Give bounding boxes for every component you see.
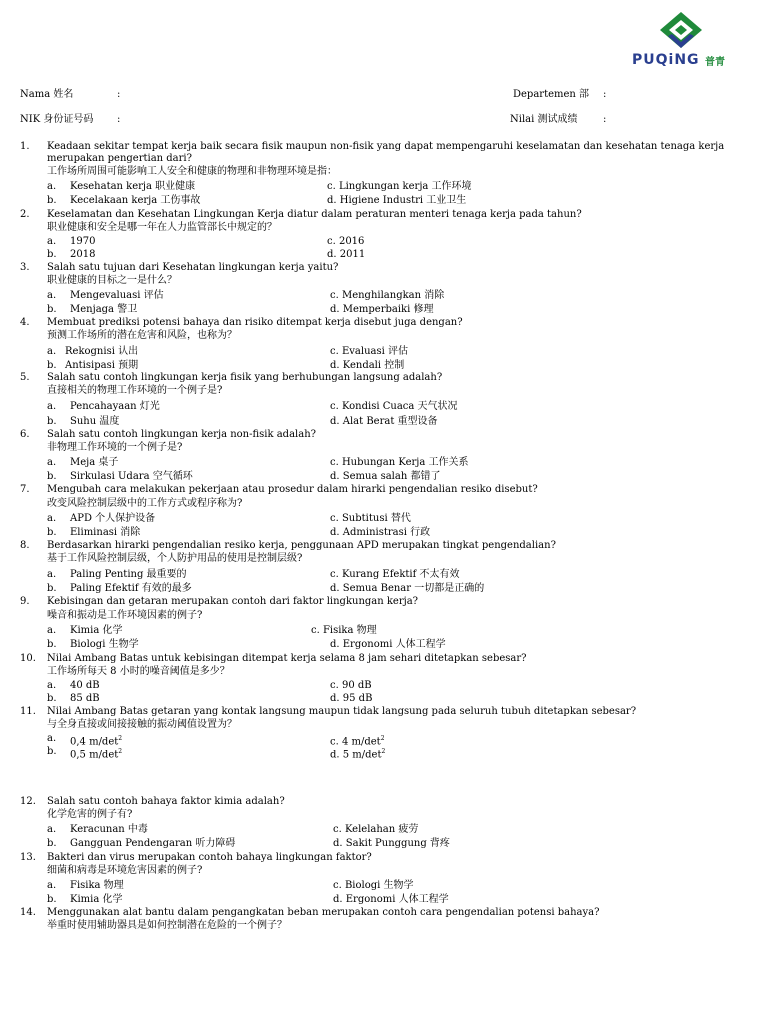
question-number: 10. (20, 653, 36, 664)
question-text: Menggunakan alat bantu dalam pengangkatan beban merupakan contoh cara pengendalian potensi bahaya? (47, 907, 600, 918)
option-text: d. Ergonomi 人体工程学 (333, 894, 449, 905)
option-letter: a. (47, 181, 57, 192)
option-letter: a. (47, 680, 57, 691)
option-text: c. Menghilangkan 消除 (330, 290, 445, 301)
question-text-cn: 非物理工作环境的一个例子是? (47, 442, 183, 453)
question-text: Nilai Ambang Batas untuk kebisingan ditempat kerja selama 8 jam sehari ditetapkan sebesar? (47, 653, 527, 664)
question-text: Salah satu tujuan dari Kesehatan lingkungan kerja yaitu? (47, 262, 339, 273)
option-text: Suhu 温度 (70, 416, 120, 427)
question-text: merupakan pengertian dari? (47, 153, 192, 164)
name-colon: : (117, 89, 121, 100)
option-letter: b. (47, 527, 57, 538)
option-text: c. Kelelahan 疲劳 (333, 824, 419, 835)
option-text: c. 90 dB (330, 680, 372, 691)
question-number: 12. (20, 796, 36, 807)
option-text: c. 4 $m/\det^2$ (330, 735, 385, 748)
logo-cn-text: 普青 (705, 57, 725, 68)
option-text: Kimia 化学 (70, 625, 123, 636)
option-text: APD 个人保护设备 (70, 513, 156, 524)
option-letter: a. (47, 569, 57, 580)
question-text: Keadaan sekitar tempat kerja baik secara fisik maupun non-fisik yang dapat mempengaruhi keselamatan dan kesehatan tenaga kerja (47, 141, 725, 152)
option-text: c. Subtitusi 替代 (330, 513, 411, 524)
option-text: d. Ergonomi 人体工程学 (330, 639, 446, 650)
question-number: 6. (20, 429, 30, 440)
option-letter: a. (47, 880, 57, 891)
option-letter: b. (47, 195, 57, 206)
option-letter: b. (47, 471, 57, 482)
question-number: 3. (20, 262, 30, 273)
option-text: d. Semua salah 都错了 (330, 471, 441, 482)
option-text: d. Alat Berat 重型设备 (330, 416, 438, 427)
name-label: Nama 姓名 (20, 89, 74, 100)
option-text: Eliminasi 消除 (70, 527, 141, 538)
option-text: c. Lingkungan kerja 工作环境 (327, 181, 472, 192)
option-letter: b. (47, 360, 57, 371)
question-text: Keselamatan dan Kesehatan Lingkungan Kerja diatur dalam peraturan menteri tenaga kerja pada tahun? (47, 209, 582, 220)
option-text: 1970 (70, 236, 96, 247)
question-number: 14. (20, 907, 36, 918)
option-letter: a. (47, 290, 57, 301)
question-number: 8. (20, 540, 30, 551)
question-text: Mengubah cara melakukan pekerjaan atau prosedur dalam hirarki pengendalian resiko disebut? (47, 484, 538, 495)
question-text: Bakteri dan virus merupakan contoh bahaya lingkungan faktor? (47, 852, 372, 863)
option-letter: b. (47, 583, 57, 594)
question-text: Kebisingan dan getaran merupakan contoh dari faktor lingkungan kerja? (47, 596, 419, 607)
option-text: c. Evaluasi 评估 (330, 346, 408, 357)
option-text: c. Kurang Efektif 不太有效 (330, 569, 460, 580)
option-text: 0,5 $m/\det^2$ (70, 748, 123, 761)
score-colon: : (603, 114, 607, 125)
option-letter: b. (47, 894, 57, 905)
question-number: 2. (20, 209, 30, 220)
option-text: 40 dB (70, 680, 100, 691)
department-label: Departemen 部 (513, 89, 590, 100)
question-text-cn: 基于工作风险控制层级，个人防护用品的使用是控制层级? (47, 553, 303, 564)
option-letter: b. (47, 746, 57, 757)
option-letter: b. (47, 639, 57, 650)
score-label: Nilai 测试成绩 (510, 114, 578, 125)
option-text: Keracunan 中毒 (70, 824, 148, 835)
option-text: Antisipasi 预期 (65, 360, 139, 371)
option-text: c. Biologi 生物学 (333, 880, 414, 891)
option-text: Kecelakaan kerja 工伤事故 (70, 195, 201, 206)
option-text: d. Kendali 控制 (330, 360, 405, 371)
option-text: Kimia 化学 (70, 894, 123, 905)
option-text: d. 2011 (327, 249, 366, 260)
question-text-cn: 工作场所周围可能影响工人安全和健康的物理和非物理环境是指： (47, 166, 337, 177)
option-text: Kesehatan kerja 职业健康 (70, 181, 196, 192)
question-text: Salah satu contoh lingkungan kerja fisik yang berhubungan langsung adalah? (47, 372, 443, 383)
question-number: 9. (20, 596, 30, 607)
option-letter: a. (47, 625, 57, 636)
question-number: 4. (20, 317, 30, 328)
nik-label: NIK 身份证号码 (20, 114, 94, 125)
option-letter: b. (47, 416, 57, 427)
option-text: d. Higiene Industri 工业卫生 (327, 195, 467, 206)
option-text: d. Sakit Punggung 背疼 (333, 838, 450, 849)
option-text: c. Kondisi Cuaca 天气状况 (330, 401, 458, 412)
question-text: Salah satu contoh lingkungan kerja non-fisik adalah? (47, 429, 317, 440)
question-text-cn: 职业健康和安全是哪一年在人力监管部长中规定的？ (47, 222, 277, 233)
question-text: Berdasarkan hirarki pengendalian resiko kerja, penggunaan APD merupakan tingkat pengendalian? (47, 540, 556, 551)
question-text-cn: 细菌和病毒是环境危害因素的例子? (47, 865, 203, 876)
question-number: 13. (20, 852, 36, 863)
question-text-cn: 举重时使用辅助器具是如何控制潜在危险的一个例子？ (47, 920, 287, 931)
option-text: c. Fisika 物理 (311, 625, 377, 636)
option-letter: b. (47, 304, 57, 315)
option-text: 0,4 $m/\det^2$ (70, 735, 123, 748)
question-text-cn: 工作场所每天 8 小时的噪音阈值是多少？ (47, 666, 230, 677)
option-text: d. 95 dB (330, 693, 373, 704)
option-text: d. 5 $m/\det^2$ (330, 748, 386, 761)
option-text: Paling Efektif 有效的最多 (70, 583, 192, 594)
department-colon: : (603, 89, 607, 100)
option-text: Paling Penting 最重要的 (70, 569, 187, 580)
option-text: 85 dB (70, 693, 100, 704)
question-text-cn: 职业健康的目标之一是什么？ (47, 275, 177, 286)
option-text: Pencahayaan 灯光 (70, 401, 160, 412)
puqing-logo-icon (656, 10, 706, 52)
option-letter: a. (47, 733, 57, 744)
question-text: Salah satu contoh bahaya faktor kimia adalah? (47, 796, 285, 807)
option-letter: a. (47, 513, 57, 524)
option-text: c. Hubungan Kerja 工作关系 (330, 457, 469, 468)
logo-wordmark: PUQiNG (632, 52, 700, 68)
question-text: Membuat prediksi potensi bahaya dan risiko ditempat kerja disebut juga dengan? (47, 317, 463, 328)
option-letter: b. (47, 693, 57, 704)
option-text: d. Semua Benar 一切都是正确的 (330, 583, 485, 594)
option-text: Gangguan Pendengaran 听力障碍 (70, 838, 236, 849)
question-text: Nilai Ambang Batas getaran yang kontak langsung maupun tidak langsung pada seluruh tubuh ditetapkan sebesar? (47, 706, 637, 717)
question-number: 1. (20, 141, 30, 152)
option-text: d. Memperbaiki 修理 (330, 304, 434, 315)
question-number: 7. (20, 484, 30, 495)
question-text-cn: 噪音和振动是工作环境因素的例子? (47, 610, 203, 621)
question-text-cn: 化学危害的例子有? (47, 809, 133, 820)
option-letter: a. (47, 346, 57, 357)
option-text: Rekognisi 认出 (65, 346, 139, 357)
option-letter: a. (47, 401, 57, 412)
option-text: d. Administrasi 行政 (330, 527, 431, 538)
option-letter: a. (47, 236, 57, 247)
option-text: Menjaga 警卫 (70, 304, 138, 315)
question-text-cn: 预测工作场所的潜在危害和风险，也称为？ (47, 330, 237, 341)
option-text: Fisika 物理 (70, 880, 124, 891)
nik-colon: : (117, 114, 121, 125)
option-letter: a. (47, 457, 57, 468)
question-number: 11. (20, 706, 36, 717)
option-text: c. 2016 (327, 236, 365, 247)
option-text: Mengevaluasi 评估 (70, 290, 164, 301)
question-number: 5. (20, 372, 30, 383)
option-text: Biologi 生物学 (70, 639, 139, 650)
question-text-cn: 直接相关的物理工作环境的一个例子是? (47, 385, 223, 396)
option-letter: a. (47, 824, 57, 835)
option-text: 2018 (70, 249, 96, 260)
option-text: Meja 桌子 (70, 457, 119, 468)
question-text-cn: 与全身直接或间接接触的振动阈值设置为？ (47, 719, 237, 730)
question-text-cn: 改变风险控制层级中的工作方式或程序称为? (47, 498, 243, 509)
option-text: Sirkulasi Udara 空气循环 (70, 471, 193, 482)
option-letter: b. (47, 838, 57, 849)
option-letter: b. (47, 249, 57, 260)
